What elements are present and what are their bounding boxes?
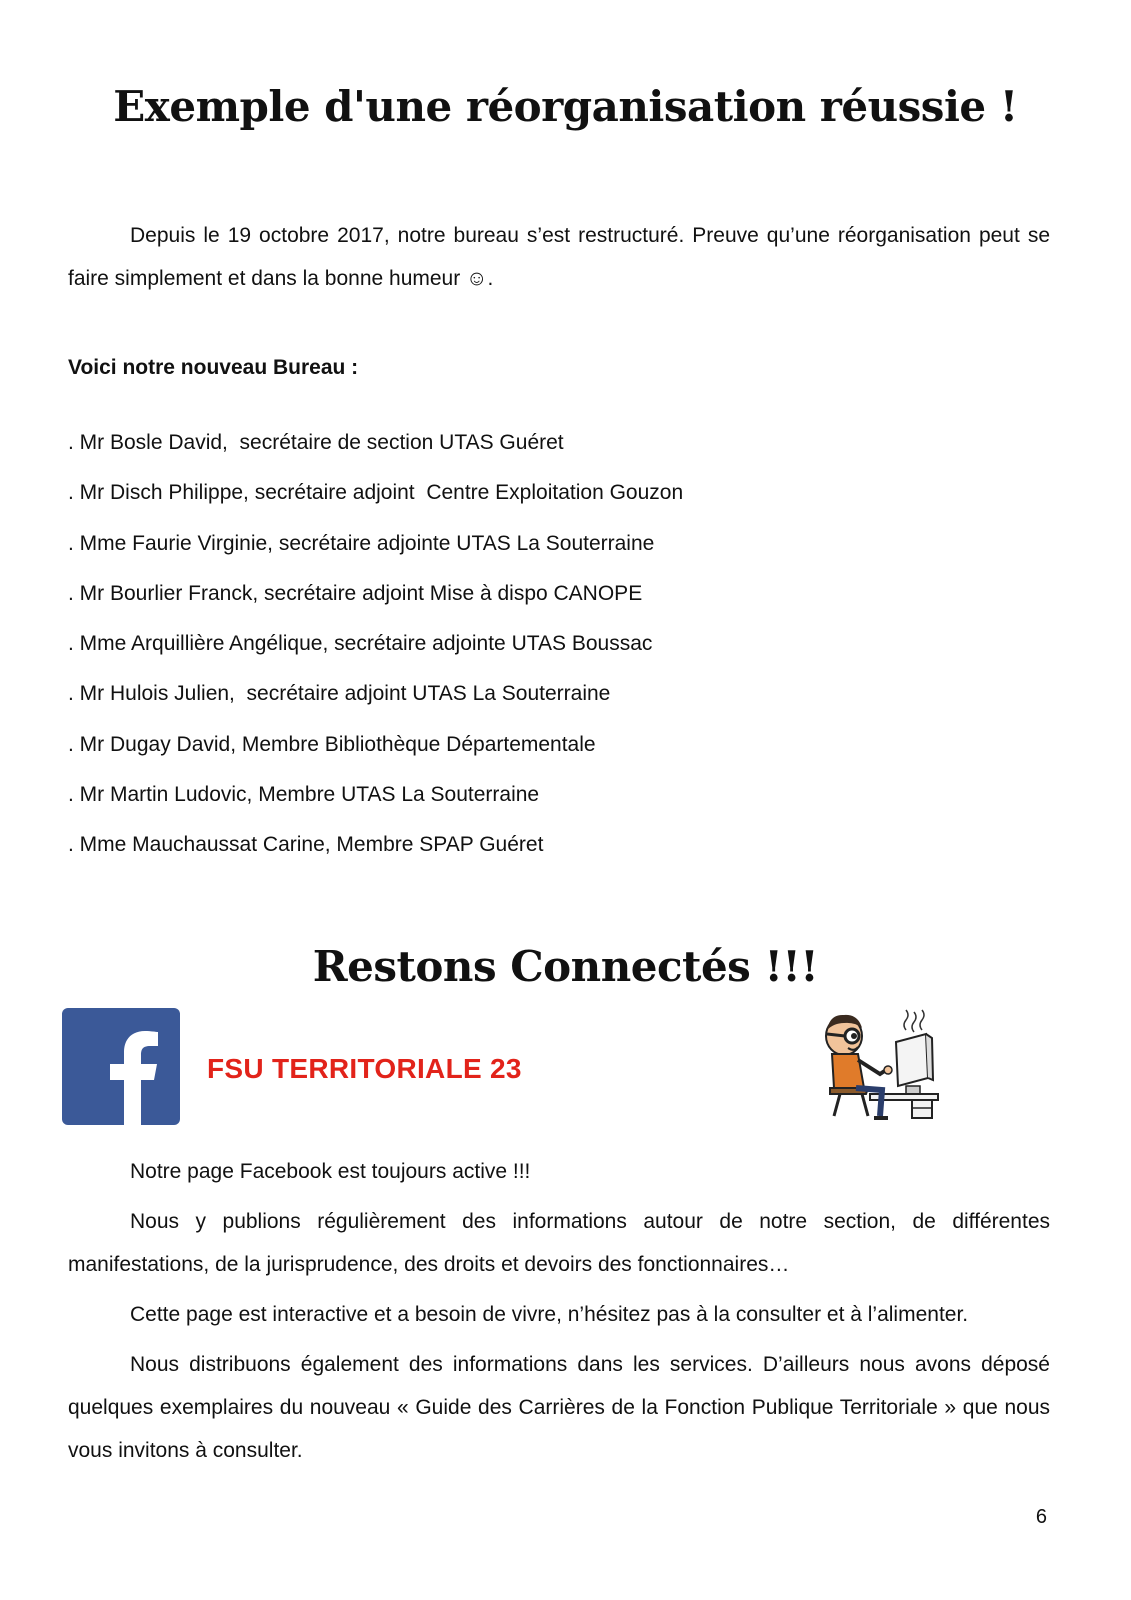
page-title: Exemple d'une réorganisation réussie ! bbox=[113, 82, 1018, 131]
paragraph: Notre page Facebook est toujours active !!! bbox=[130, 1160, 531, 1183]
list-item: . Mme Mauchaussat Carine, Membre SPAP Guéret bbox=[68, 833, 544, 857]
facebook-icon bbox=[62, 1008, 180, 1125]
list-item: . Mr Hulois Julien, secrétaire adjoint UTAS La Souterraine bbox=[68, 682, 611, 706]
list-item: . Mr Martin Ludovic, Membre UTAS La Souterraine bbox=[68, 783, 540, 807]
list-item: . Mme Faurie Virginie, secrétaire adjointe UTAS La Souterraine bbox=[68, 531, 655, 555]
person-at-computer-icon bbox=[800, 990, 950, 1140]
bureau-member-list bbox=[68, 424, 683, 877]
list-item: . Mr Bourlier Franck, secrétaire adjoint Mise à dispo CANOPE bbox=[68, 581, 643, 605]
list-item: . Mme Arquillière Angélique, secrétaire adjointe UTAS Boussac bbox=[68, 632, 653, 656]
page-number: 6 bbox=[1035, 1506, 1047, 1528]
list-item: . Mr Dugay David, Membre Bibliothèque Départementale bbox=[68, 732, 596, 756]
intro-paragraph: Depuis le 19 octobre 2017, notre bureau s’est restructuré. Preuve qu’une réorganisation peut se faire simplement et dans la bonne humeur ☺. bbox=[68, 224, 1050, 290]
paragraph: Cette page est interactive et a besoin de vivre, n’hésitez pas à la consulter et à l’alimenter. bbox=[130, 1303, 969, 1326]
facebook-page-name: FSU TERRITORIALE 23 bbox=[207, 1053, 522, 1084]
list-item: . Mr Bosle David, secrétaire de section UTAS Guéret bbox=[68, 431, 564, 454]
section-title: Restons Connectés !!! bbox=[312, 942, 819, 991]
bureau-heading: Voici notre nouveau Bureau : bbox=[68, 356, 359, 379]
paragraph: Nous y publions régulièrement des informations autour de notre section, de différentes manifestations, de la jurisprudence, des droits et devoirs des fonctionnaires… bbox=[68, 1210, 1050, 1276]
list-item: . Mr Disch Philippe, secrétaire adjoint Centre Exploitation Gouzon bbox=[68, 481, 684, 505]
paragraph: Nous distribuons également des informations dans les services. D’ailleurs nous avons déposé quelques exemplaires du nouveau « Guide des Carrières de la Fonction Publique Territoriale » que nous vous invitons à consulter. bbox=[68, 1353, 1050, 1462]
